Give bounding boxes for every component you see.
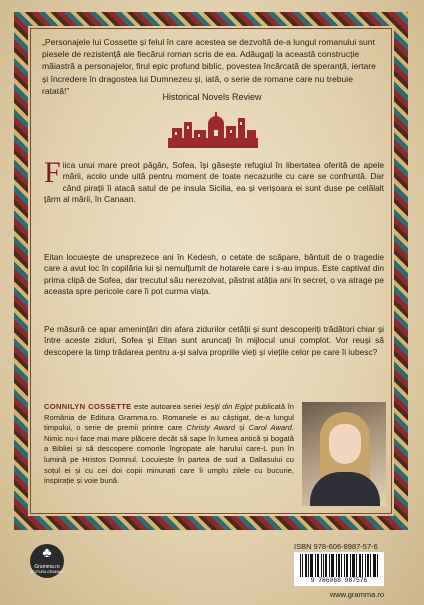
synopsis-paragraph-3: Pe măsură ce apar amenințări din afara zidurilor cetății și sunt descoperiți trădători chiar și între aceste ziduri, Sofea și Eitan sunt aruncați în mijlocul unui complot. Vor reuși să descopere la timp trădarea pentru a-și salva propriile vieți și viețile celor pe care îi iubesc? [44,324,384,357]
review-quote: „Personajele lui Cossette și felul în care acestea se dezvoltă de-a lungul romanului sunt piesele de rezistență ale fiecărui roman scris de ea. Adăugați la această construcție măiastră a personajelor, firul epic profund biblic, povestea încărcată de speranță, iertare și încredere în dragostea lui Dumnezeu și, iată, o serie de romane care nu trebuie ratată!” [42,37,376,96]
city-skyline-icon [168,108,258,148]
author-bio: CONNILYN COSSETTE este autoarea seriei Ieșiți din Egipt publicată în România de Editura Gramma.ro. Romanele ei au câștigat, de-a lungul timpului, o serie de premii printre care Christy Award și Carol Award. Nimic nu-i face mai mare plăcere decât să sape în lumea antică și bogată a Bibliei și să descopere comorile îngropate ale harului care-L pun în lumină pe Hristos Domnul. Locuiește în partea de sud a Dallasului cu soțul ei și cu cei doi copii minunați care îi umplu zilele cu bucurie, inspirație și voie bună. [44,402,294,486]
series-title: Ieșiți din Egipt [204,402,253,411]
review-source: Historical Novels Review [162,92,262,102]
barcode-digits: 9 786068 987576 [294,577,384,584]
award-2: Carol Award [248,423,292,433]
publisher-website: www.gramma.ro [329,590,384,599]
drop-cap: F [44,156,61,189]
synopsis-paragraph-2: Eitan locuiește de unsprezece ani în Kedesh, o cetate de scăpare, bântuit de o tragedie care a avut loc în copilăria lui și nemulțumit de hotarele care i s-au impus. Este captivat din prima clipă de Sofea, dar trecutul său nerezolvat, păstrat atâția ani în secret, o va atrage pe aceasta spre pericole care îi pot curma viața. [44,252,384,296]
author-photo [302,402,386,506]
publisher-logo: ♣ Gramma.ro EDITURA GRAMMA [30,544,64,578]
author-name: CONNILYN COSSETTE [44,402,132,411]
isbn-label: ISBN 978-606-8987-57-6 [294,542,378,551]
synopsis-paragraph-1: Fiica unui mare preot păgân, Sofea, își găsește refugiul în libertatea oferită de apele mării, acolo unde uită pentru moment de toate necazurile cu care se confruntă. Dar când pirații îi atacă satul de pe insula Sicilia, ea și verișoara ei sunt duse pe celălalt țărm al mării, în Canaan. [44,156,384,204]
award-1: Christy Award [186,423,236,433]
tree-icon: ♣ [42,546,52,561]
